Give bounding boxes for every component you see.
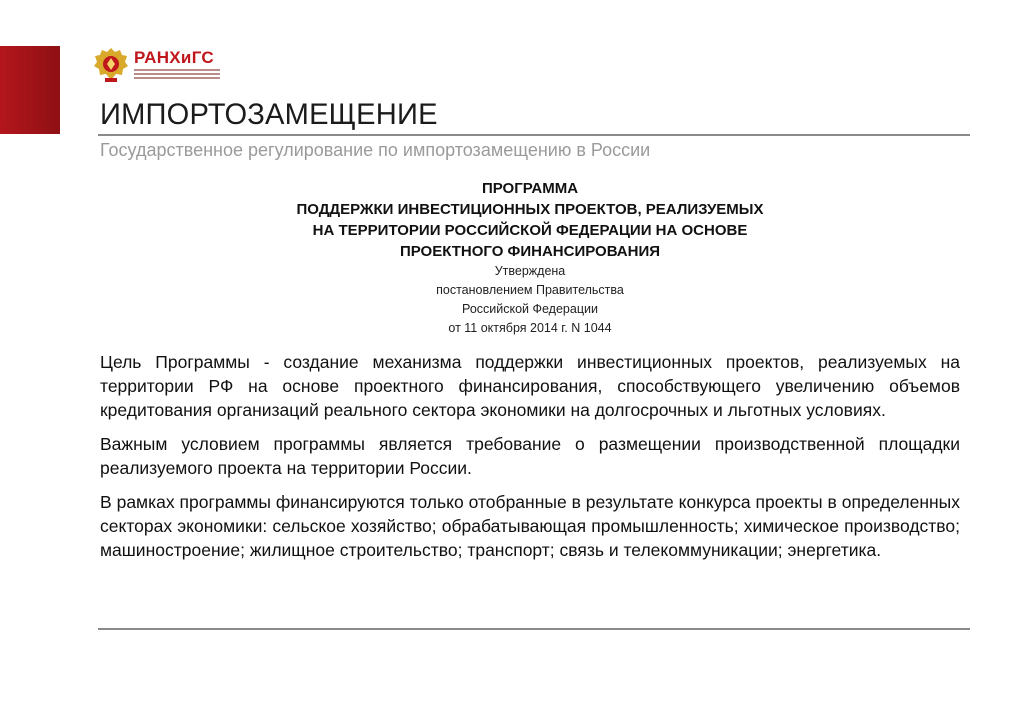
body-text — [100, 350, 960, 572]
accent-bar — [0, 46, 60, 134]
approval-line: постановлением Правительства — [436, 283, 624, 297]
page-title: ИМПОРТОЗАМЕЩЕНИЕ — [100, 98, 438, 131]
approval-line: Российской Федерации — [462, 302, 598, 316]
logo — [92, 44, 222, 84]
program-title-line: НА ТЕРРИТОРИИ РОССИЙСКОЙ ФЕДЕРАЦИИ НА ОСНОВЕ — [312, 222, 748, 239]
logo-name: РАНХиГС — [134, 48, 214, 67]
page-subtitle: Государственное регулирование по импортозамещению в России — [100, 140, 651, 160]
paragraph-goal: Цель Программы - создание механизма поддержки инвестиционных проектов, реализуемых на территории РФ на основе проектного финансирования, способствующего увеличению объемов кредитования организаций реального сектора экономики на долгосрочных и льготных условиях. — [100, 352, 960, 420]
logo-caption — [134, 69, 220, 79]
divider-top — [98, 134, 970, 136]
program-heading — [200, 178, 860, 338]
program-title-line: ПРОГРАММА — [481, 180, 579, 197]
eagle-emblem-icon — [92, 44, 130, 84]
paragraph-sectors: В рамках программы финансируются только отобранные в результате конкурса проекты в определенных секторах экономики: сельское хозяйство; обрабатывающая промышленность; химическое производство; машиностроение; жилищное строительство; транспорт; связь и телекоммуникации; энергетика. — [100, 492, 960, 560]
program-title-line: ПОДДЕРЖКИ ИНВЕСТИЦИОННЫХ ПРОЕКТОВ, РЕАЛИЗУЕМЫХ — [296, 201, 764, 218]
paragraph-condition: Важным условием программы является требование о размещении производственной площадки реализуемого проекта на территории России. — [100, 434, 960, 478]
divider-bottom — [98, 628, 970, 630]
approval-line: Утверждена — [494, 264, 566, 278]
approval-line: от 11 октября 2014 г. N 1044 — [448, 321, 612, 335]
program-title-line: ПРОЕКТНОГО ФИНАНСИРОВАНИЯ — [399, 243, 661, 260]
